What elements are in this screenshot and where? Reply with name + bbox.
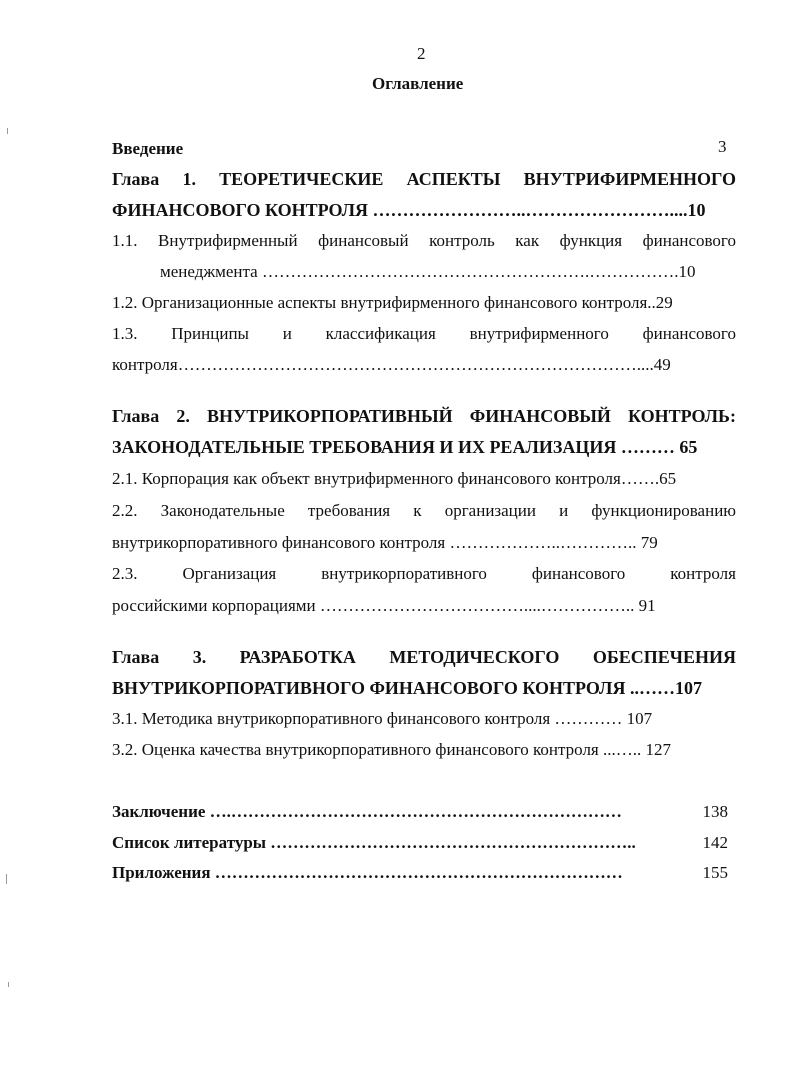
toc-appendices-page: 155 — [702, 863, 728, 882]
word: к — [413, 501, 422, 520]
word: и — [559, 501, 569, 520]
word: ТЕОРЕТИЧЕСКИЕ — [219, 169, 384, 189]
toc-references-label: Список литературы ……………………………………………………….. — [112, 833, 636, 852]
toc-section-2-2-cont: внутрикорпоративного финансового контроля ………………..………….. 79 — [112, 533, 658, 552]
word: ОБЕСПЕЧЕНИЯ — [592, 647, 736, 667]
toc-appendices — [112, 862, 728, 884]
word: финансовый — [318, 231, 409, 250]
toc-chapter2-heading-cont: ЗАКОНОДАТЕЛЬНЫЕ ТРЕБОВАНИЯ И ИХ РЕАЛИЗАЦИЯ ……… 65 — [112, 437, 698, 457]
word: ФИНАНСОВЫЙ — [469, 406, 611, 426]
word: контроля — [670, 564, 736, 583]
word: функционированию — [591, 501, 736, 520]
word: классификация — [325, 324, 436, 343]
word: Принципы — [171, 324, 249, 343]
word: АСПЕКТЫ — [406, 169, 501, 189]
toc-appendices-label: Приложения ……………………………………………………………… — [112, 863, 623, 882]
toc-section-1-1 — [112, 230, 736, 252]
toc-intro-page: 3 — [718, 137, 727, 156]
toc-section-3-1: 3.1. Методика внутрикорпоративного финансового контроля ………… 107 — [112, 709, 653, 728]
word: как — [515, 231, 540, 250]
word: КОНТРОЛЬ: — [628, 406, 736, 426]
scan-speck — [6, 874, 7, 884]
word: требования — [307, 501, 391, 520]
toc-chapter3-heading — [112, 646, 736, 668]
word: МЕТОДИЧЕСКОГО — [389, 647, 560, 667]
word: Организация — [182, 564, 277, 583]
toc-section-1-1-cont: менеджмента ………………………………………………….…………….10 — [160, 262, 696, 281]
word: Законодательные — [160, 501, 285, 520]
word: 1. — [182, 169, 196, 189]
toc-section-1-2: 1.2. Организационные аспекты внутрифирменного финансового контроля..29 — [112, 293, 673, 312]
word: и — [282, 324, 292, 343]
toc-section-1-3-cont: контроля………………………………………………………………………....49 — [112, 355, 671, 374]
word: финансового — [642, 324, 736, 343]
word: финансового — [642, 231, 736, 250]
scan-speck — [7, 128, 8, 134]
word: 1.3. — [112, 324, 138, 343]
word: 1.1. — [112, 231, 138, 250]
word: внутрикорпоративного — [321, 564, 487, 583]
word: функция — [559, 231, 623, 250]
word: Глава — [112, 406, 160, 426]
page-number: 2 — [417, 44, 426, 63]
word: Внутрифирменный — [158, 231, 298, 250]
word: 2. — [176, 406, 190, 426]
word: 2.3. — [112, 564, 138, 583]
word: РАЗРАБОТКА — [239, 647, 356, 667]
toc-section-1-3 — [112, 323, 736, 345]
toc-references — [112, 832, 728, 854]
toc-chapter3-heading-cont: ВНУТРИКОРПОРАТИВНОГО ФИНАНСОВОГО КОНТРОЛЯ ..……107 — [112, 678, 702, 698]
word: ВНУТРИКОРПОРАТИВНЫЙ — [207, 406, 453, 426]
toc-references-page: 142 — [702, 833, 728, 852]
toc-section-2-3-cont: российскими корпорациями ………………………………....…………….. 91 — [112, 596, 656, 615]
toc-chapter1-heading — [112, 168, 736, 190]
toc-intro-label: Введение — [112, 139, 184, 158]
word: организации — [444, 501, 536, 520]
word: 2.2. — [112, 501, 138, 520]
toc-section-2-1: 2.1. Корпорация как объект внутрифирменного финансового контроля…….65 — [112, 469, 677, 488]
toc-section-3-2: 3.2. Оценка качества внутрикорпоративного финансового контроля ...….. 127 — [112, 740, 671, 759]
word: внутрифирменного — [469, 324, 609, 343]
toc-chapter2-heading — [112, 405, 736, 427]
word: Глава — [112, 169, 160, 189]
word: 3. — [192, 647, 207, 667]
page-title: Оглавление — [372, 74, 464, 93]
word: финансового — [531, 564, 626, 583]
word: контроль — [429, 231, 495, 250]
toc-conclusion-page: 138 — [702, 802, 728, 821]
toc-section-2-3 — [112, 563, 736, 585]
word: ВНУТРИФИРМЕННОГО — [523, 169, 736, 189]
word: Глава — [112, 647, 160, 667]
toc-conclusion — [112, 801, 728, 823]
toc-chapter1-heading-cont: ФИНАНСОВОГО КОНТРОЛЯ ……………………..……………………....10 — [112, 200, 706, 220]
scan-speck — [8, 982, 9, 987]
toc-section-2-2 — [112, 500, 736, 522]
toc-conclusion-label: Заключение ….…………………………………………………………… — [112, 802, 622, 821]
